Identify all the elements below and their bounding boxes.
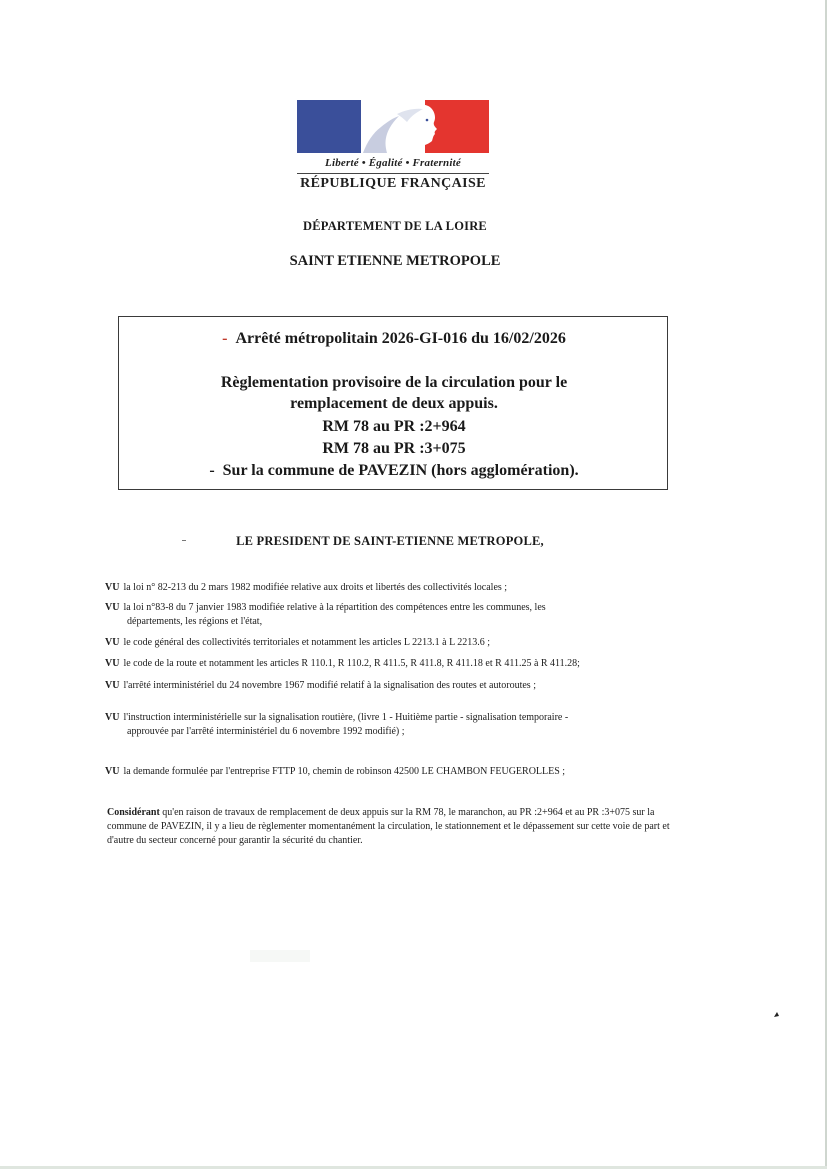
visa-label: VU (105, 680, 120, 691)
visa-item (105, 765, 705, 779)
visa-text: la loi n° 82-213 du 2 mars 1982 modifiée relative aux droits et libertés des collectivités locales ; (123, 582, 508, 593)
visa-label: VU (105, 658, 120, 669)
president-heading: LE PRESIDENT DE SAINT-ETIENNE METROPOLE, (236, 534, 544, 548)
visa-text: le code de la route et notamment les articles R 110.1, R 110.2, R 411.5, R 411.8, R 411.18 et R 411.25 à R 411.28; (123, 658, 580, 669)
subject-line-2: remplacement de deux appuis. (290, 395, 498, 412)
visa-text: la demande formulée par l'entreprise FTTP 10, chemin de robinson 42500 LE CHAMBON FEUGEROLLES ; (123, 766, 566, 777)
marianne-logo (297, 100, 489, 196)
visa-text: le code général des collectivités territoriales et notamment les articles L 2213.1 à L 2213.6 ; (123, 637, 491, 648)
visa-item (105, 636, 705, 650)
visa-label: VU (105, 582, 120, 593)
red-dash: - (222, 330, 228, 347)
arrete-number: - Arrêté métropolitain 2026-GI-016 du 16/02/2026 (222, 330, 566, 347)
scan-speck-icon (774, 1012, 779, 1017)
dash: - (209, 462, 215, 479)
marianne-flag-icon (297, 100, 489, 153)
considerant-label: Considérant (107, 807, 160, 818)
visa-label: VU (105, 637, 120, 648)
visa-label: VU (105, 602, 120, 613)
republic-motto: Liberté • Égalité • Fraternité (325, 157, 461, 169)
visa-item (105, 679, 705, 693)
location-line-1: RM 78 au PR :2+964 (322, 418, 466, 435)
visa-text: la loi n°83-8 du 7 janvier 1983 modifiée relative à la répartition des compétences entre les communes, les (123, 602, 546, 613)
department-heading: DÉPARTEMENT DE LA LOIRE (303, 219, 487, 233)
visa-text: l'instruction interministérielle sur la signalisation routière, (livre 1 - Huitième partie - signalisation temporaire - (123, 712, 569, 723)
visa-item (105, 657, 705, 671)
commune-line: - Sur la commune de PAVEZIN (hors agglomération). (209, 462, 579, 479)
logo-divider (297, 173, 489, 174)
arrete-title-box (118, 316, 668, 490)
subject-line-1: Règlementation provisoire de la circulation pour le (220, 374, 568, 391)
visa-item (105, 581, 705, 595)
visa-continuation: approuvée par l'arrêté interministériel du 6 novembre 1992 modifié) ; (127, 726, 405, 737)
republic-name: RÉPUBLIQUE FRANÇAISE (300, 176, 486, 191)
visa-item (105, 711, 705, 739)
metropole-heading: SAINT ETIENNE METROPOLE (289, 253, 501, 269)
visa-label: VU (105, 712, 120, 723)
visa-label: VU (105, 766, 120, 777)
location-line-2: RM 78 au PR :3+075 (322, 440, 466, 457)
visa-continuation: départements, les régions et l'état, (127, 616, 263, 627)
considerant-paragraph (107, 806, 692, 848)
considerant-text: qu'en raison de travaux de remplacement de deux appuis sur la RM 78, le maranchon, au PR :2+964 et au PR :3+075 sur la commune de PAVEZIN, il y a lieu de règlementer momentanément la circulation, le stationnement et le dépassement sur cette voie de part et d'autre du secteur concerné pour garantir la sécurité du chantier. (107, 807, 670, 846)
visa-item (105, 601, 705, 629)
scan-artifact (250, 950, 310, 962)
visa-text: l'arrêté interministériel du 24 novembre 1967 modifié relatif à la signalisation des routes et autoroutes ; (123, 680, 536, 691)
